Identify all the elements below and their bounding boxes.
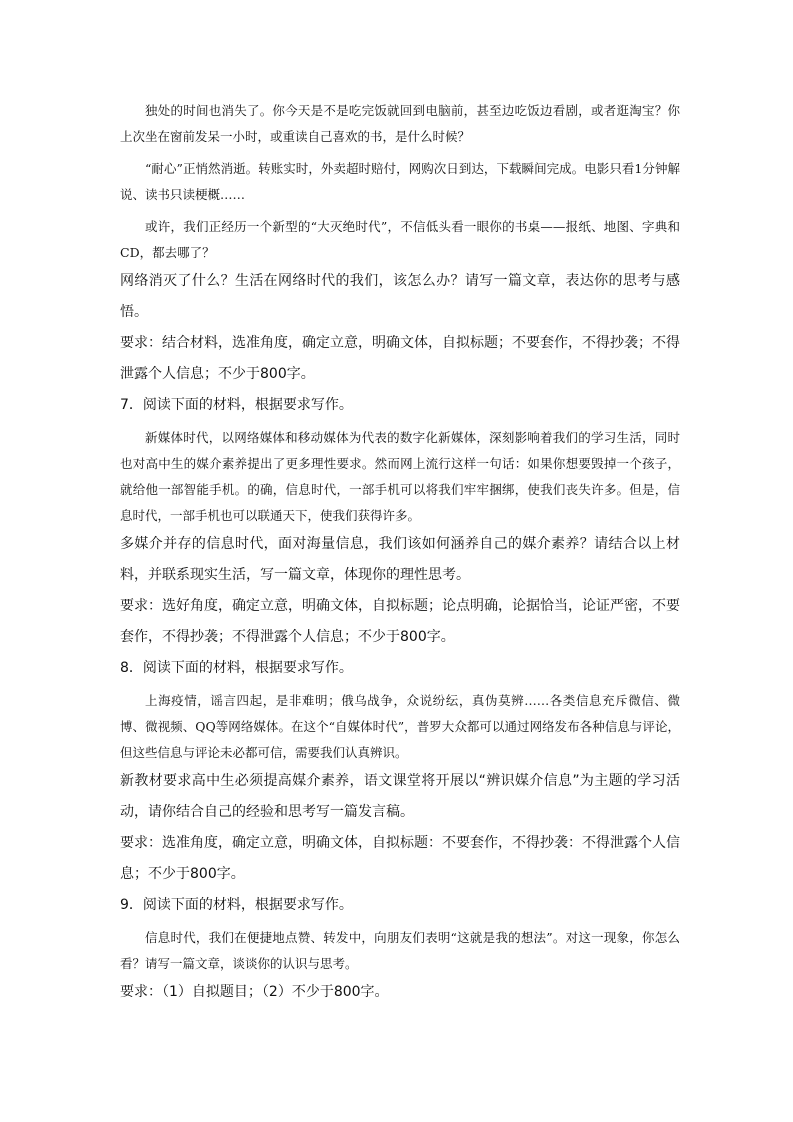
question-9-requirements: 要求：（1）自拟题目；（2）不少于800字。 <box>120 984 389 1000</box>
intro-requirements: 要求：结合材料，选准角度，确定立意，明确文体，自拟标题；不要套作，不得抄袭；不得泄露个人信息；不少于800字。 <box>120 335 680 382</box>
question-7-material: 新媒体时代，以网络媒体和移动媒体为代表的数字化新媒体，深刻影响着我们的学习生活，同时也对高中生的媒介素养提出了更多理性要求。然而网上流行这样一句话：如果你想要毁掉一个孩子，就给他一部智能手机。的确，信息时代，一部手机可以将我们牢牢捆绑，使我们丧失许多。但是，信息时代，一部手机也可以联通天下，使我们获得许多。 <box>120 430 680 523</box>
intro-prompt: 网络消灭了什么？生活在网络时代的我们，该怎么办？请写一篇文章，表达你的思考与感悟。 <box>120 273 680 320</box>
question-7-prompt: 多媒介并存的信息时代，面对海量信息，我们该如何涵养自己的媒介素养？请结合以上材料，并联系现实生活，写一篇文章，体现你的理性思考。 <box>120 536 680 583</box>
question-9-material: 信息时代，我们在便捷地点赞、转发中，向朋友们表明“这就是我的想法”。对这一现象，你怎么看？请写一篇文章，谈谈你的认识与思考。 <box>120 930 680 971</box>
question-8-material: 上海疫情，谣言四起，是非难明；俄乌战争，众说纷纭，真伪莫辨……各类信息充斥微信、微博、微视频、QQ等网络媒体。在这个“自媒体时代”，普罗大众都可以通过网络发布各种信息与评论，但这些信息与评论未必都可信，需要我们认真辨识。 <box>120 693 680 760</box>
document-page <box>120 98 680 1008</box>
intro-material-paragraph-3: 或许，我们正经历一个新型的“大灭绝时代”，不信低头看一眼你的书桌——报纸、地图、字典和CD，都去哪了？ <box>120 219 680 260</box>
intro-material-paragraph-1: 独处的时间也消失了。你今天是不是吃完饭就回到电脑前，甚至边吃饭边看剧，或者逛淘宝？你上次坐在窗前发呆一小时，或重读自己喜欢的书，是什么时候？ <box>120 103 680 144</box>
question-8-prompt: 新教材要求高中生必须提高媒介素养，语文课堂将开展以“辨识媒介信息”为主题的学习活动，请你结合自己的经验和思考写一篇发言稿。 <box>120 773 680 820</box>
intro-material-paragraph-2: “耐心”正悄然消逝。转账实时，外卖超时赔付，网购次日到达，下载瞬间完成。电影只看1分钟解说、读书只读梗概…… <box>120 161 680 202</box>
question-7-requirements: 要求：选好角度，确定立意，明确文体，自拟标题；论点明确，论据恰当，论证严密，不要套作，不得抄袭；不得泄露个人信息；不少于800字。 <box>120 598 680 645</box>
question-8-requirements: 要求：选准角度，确定立意，明确文体，自拟标题：不要套作，不得抄袭：不得泄露个人信息；不少于800字。 <box>120 835 680 882</box>
question-9-heading: 9．阅读下面的材料，根据要求写作。 <box>120 897 353 913</box>
question-7-heading: 7．阅读下面的材料，根据要求写作。 <box>120 397 353 413</box>
question-8-heading: 8．阅读下面的材料，根据要求写作。 <box>120 660 353 676</box>
